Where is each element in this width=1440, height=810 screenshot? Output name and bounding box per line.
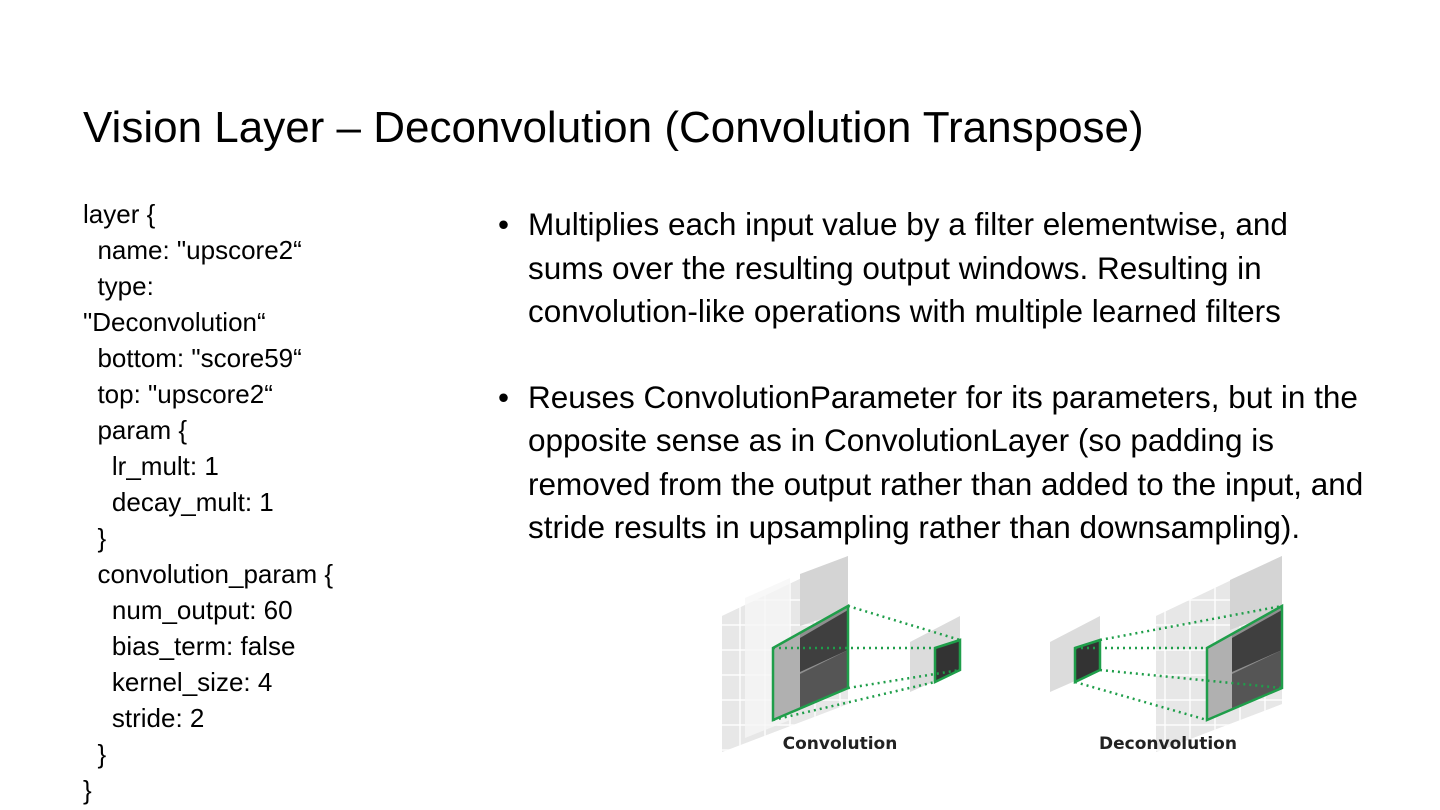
conv-deconv-diagram [690,550,1350,760]
code-line: bias_term: false [83,631,296,661]
code-line: lr_mult: 1 [83,451,219,481]
convolution-illustration [722,556,960,754]
bullet-item [498,203,1368,334]
slide-title: Vision Layer – Deconvolution (Convolution Transpose) [83,103,1144,152]
code-line: layer { [83,199,156,229]
conv-deconv-figure [690,550,1350,760]
bullet-text: Reuses ConvolutionParameter for its parameters, but in the opposite sense as in ConvolutionLayer (so padding is removed from the output rather than added to the input, and stride results in upsampling rather than downsampling). [528,378,1364,545]
code-line: bottom: "score59“ [83,343,302,373]
code-line: } [83,775,92,805]
code-line: type: [83,271,154,301]
bullet-item [498,376,1368,550]
code-line: convolution_param { [83,559,334,589]
deconvolution-caption: Deconvolution [1099,734,1237,754]
code-line: top: "upscore2“ [83,379,273,409]
code-line: } [83,523,107,553]
prototxt-code-block [83,196,413,808]
bullet-list [498,203,1368,550]
convolution-caption: Convolution [782,734,898,754]
code-line: decay_mult: 1 [83,487,274,517]
bullet-dot-icon: • [498,378,510,415]
bullet-dot-icon: • [498,206,510,242]
code-line: num_output: 60 [83,595,293,625]
code-line: stride: 2 [83,703,205,733]
deconvolution-illustration [1050,556,1282,754]
code-line: param { [83,415,188,445]
code-line: kernel_size: 4 [83,667,273,697]
code-line: name: "upscore2“ [83,235,302,265]
code-line: "Deconvolution“ [83,307,266,337]
code-line: } [83,739,107,769]
bullet-text: Multiplies each input value by a filter elementwise, and sums over the resulting output windows. Resulting in convolution-like operations with multiple learned filters [528,206,1288,329]
